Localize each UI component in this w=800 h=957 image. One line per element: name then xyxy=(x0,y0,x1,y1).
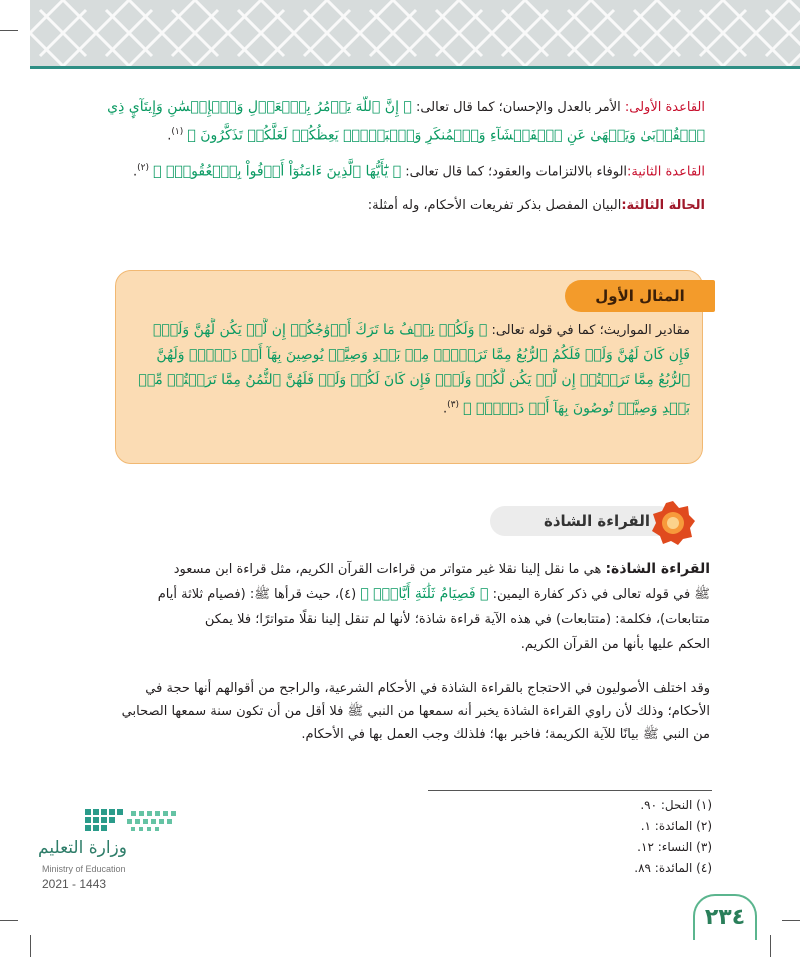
example-body xyxy=(130,318,690,421)
page-number: ٢٣٤ xyxy=(693,894,757,940)
ihtijaj-line2: الأحكام؛ وذلك لأن راوي القراءة الشاذة يخبر أنه سمعها من النبي ﷺ فلا أقل من أن تكون سنة سمعها الصحابي xyxy=(121,704,710,719)
rule2-label: القاعدة الثانية: xyxy=(627,164,705,180)
ministry-logo-icon xyxy=(83,807,183,833)
footnotes-list xyxy=(560,795,712,879)
rule1-verse-a: ﴿ إِنَّ ٱللَّهَ يَأۡمُرُ بِٱلۡعَدۡلِ وَٱلۡإِحۡسَٰنِ وَإِيتَآيِٕ ذِي xyxy=(107,99,412,115)
header-rule xyxy=(30,66,800,69)
example-verse-2: فَإِن كَانَ لَهُنَّ وَلَدٞ فَلَكُمُ ٱلرُّبُعُ مِمَّا تَرَكۡنَۚ مِنۢ بَعۡدِ وَصِيَّةٖ يُوصِينَ بِهَآ أَوۡ دَيۡنٖۚ وَلَهُنَّ xyxy=(156,347,690,363)
rule2-line: القاعدة الثانية:الوفاء بالالتزامات والعقود؛ كما قال تعالى: ﴿ يَٰٓأَيُّهَا ٱلَّذِينَ ءَامَنُوٓاْ أَوۡفُواْ بِٱلۡعُقُودِۚ ﴾ $^{(٢)}$. xyxy=(132,163,705,180)
shadhah-line2b: (٤)، حيث قرأها ﷺ: (فصيام ثلاثة أيام xyxy=(157,587,361,602)
case3-text: البيان المفصل بذكر تفريعات الأحكام، وله أمثلة: xyxy=(367,197,622,213)
example-intro: مقادير المواريث؛ كما في قوله تعالى: xyxy=(487,323,690,338)
shadhah-line2a: ﷺ في قوله تعالى في ذكر كفارة اليمين: xyxy=(488,587,710,602)
ministry-name-en: Ministry of Education xyxy=(42,864,126,874)
shadhah-verse: ﴿ فَصِيَامُ ثَلَٰثَةِ أَيَّامٍۚ ﴾ xyxy=(360,586,489,602)
ministry-year: 2021 - 1443 xyxy=(42,877,107,891)
rule1-footnote-ref: (١) xyxy=(171,127,184,137)
ihtijaj-line3: من النبي ﷺ بيانًا للآية الكريمة؛ فاخبر بها؛ فلذلك وجب العمل بها في الأحكام. xyxy=(301,727,710,742)
rule1-label: القاعدة الأولى: xyxy=(624,100,705,115)
example-footnote-ref: (٣) xyxy=(447,400,459,410)
section-title: القراءة الشاذة xyxy=(543,512,650,530)
rule1-text: الأمر بالعدل والإحسان؛ كما قال تعالى: xyxy=(411,100,625,115)
shadhah-line2 xyxy=(110,582,710,607)
footnote-item: (٢) المائدة: ١. xyxy=(640,819,712,833)
example-line4: بَعۡدِ وَصِيَّةٖ تُوصُونَ بِهَآ أَوۡ دَيۡنٖۗ ﴾ $^{(٣)}$. xyxy=(442,400,690,417)
ihtijaj-line1: وقد اختلف الأصوليون في الاحتجاج بالقراءة الشاذة في الأحكام الشرعية، والراجح من أقوالهم أنها حجة في xyxy=(145,681,710,696)
shadhah-term: القراءة الشاذة: xyxy=(605,561,710,577)
ministry-name-ar: وزارة التعليم xyxy=(38,838,127,858)
shadhah-line1 xyxy=(110,557,710,582)
shadhah-line1-text: هي ما نقل إلينا نقلا غير متواتر من قراءات القرآن الكريم، مثل قراءة ابن مسعود xyxy=(173,562,606,577)
example-verse-1: ﴿ وَلَكُمۡ نِصۡفُ مَا تَرَكَ أَزۡوَٰجُكُمۡ إِن لَّمۡ يَكُن لَّهُنَّ وَلَدٞۚ xyxy=(152,322,488,338)
star-badge-icon xyxy=(650,500,696,546)
ihtijaj-paragraph xyxy=(110,677,710,746)
footnote-item: (١) النحل: ٩٠. xyxy=(640,798,712,812)
example-line1 xyxy=(130,318,690,343)
rules-section xyxy=(95,96,705,217)
shadhah-line3: متتابعات)، فكلمة: (متتابعات) في هذه الآية قراءة شاذة؛ لأنها لم تنقل إلينا نقلًا متواترًا؛ فلا يمكن xyxy=(204,612,710,627)
rule2-footnote-ref: (٢) xyxy=(137,163,149,174)
rule1-line2: ٱلۡقُرۡبَىٰ وَيَنۡهَىٰ عَنِ ٱلۡفَحۡشَآءِ وَٱلۡمُنكَرِ وَٱلۡبَغۡيِۚ يَعِظُكُمۡ لَعَلَّكُمۡ تَذَكَّرُونَ ﴾ $^{(١)}$. xyxy=(167,127,705,144)
crop-mark xyxy=(30,935,31,957)
example-verse-3: ٱلرُّبُعُ مِمَّا تَرَكۡتُمۡ إِن لَّمۡ يَكُن لَّكُمۡ وَلَدٞۚ فَإِن كَانَ لَكُمۡ وَلَدٞ فَلَهُنَّ ٱلثُّمُنُ مِمَّا تَرَكۡتُمۚ مِّنۢ xyxy=(138,372,690,388)
footnote-item: (٤) المائدة: ٨٩. xyxy=(634,861,712,875)
case3-label: الحالة الثالثة: xyxy=(621,197,705,213)
crop-mark xyxy=(0,30,18,31)
crop-mark xyxy=(770,935,771,957)
shadhah-line4: الحكم عليها بأنها من القرآن الكريم. xyxy=(520,637,710,652)
crop-mark xyxy=(782,920,800,921)
crop-mark xyxy=(0,920,18,921)
shadhah-paragraph xyxy=(110,557,710,657)
rule2-verse: ﴿ يَٰٓأَيُّهَا ٱلَّذِينَ ءَامَنُوٓاْ أَوۡفُواْ بِٱلۡعُقُودِۚ ﴾ xyxy=(153,163,402,180)
footnote-divider xyxy=(428,790,712,791)
header-pattern-band xyxy=(30,0,800,66)
rule2-text: الوفاء بالالتزامات والعقود؛ كما قال تعالى: xyxy=(401,164,628,180)
example-tab: المثال الأول xyxy=(565,280,715,312)
example-verse-4: بَعۡدِ وَصِيَّةٖ تُوصُونَ بِهَآ أَوۡ دَيۡنٖۗ ﴾ xyxy=(463,400,690,417)
case3-line xyxy=(95,194,705,217)
rule1-line1 xyxy=(95,96,705,119)
geometric-pattern-icon xyxy=(30,0,800,66)
footnote-item: (٣) النساء: ١٢. xyxy=(637,840,712,854)
rule1-verse-b: ٱلۡقُرۡبَىٰ وَيَنۡهَىٰ عَنِ ٱلۡفَحۡشَآءِ وَٱلۡمُنكَرِ وَٱلۡبَغۡيِۚ يَعِظُكُمۡ لَعَلَّكُمۡ تَذَكَّرُونَ ﴾ xyxy=(187,127,705,144)
